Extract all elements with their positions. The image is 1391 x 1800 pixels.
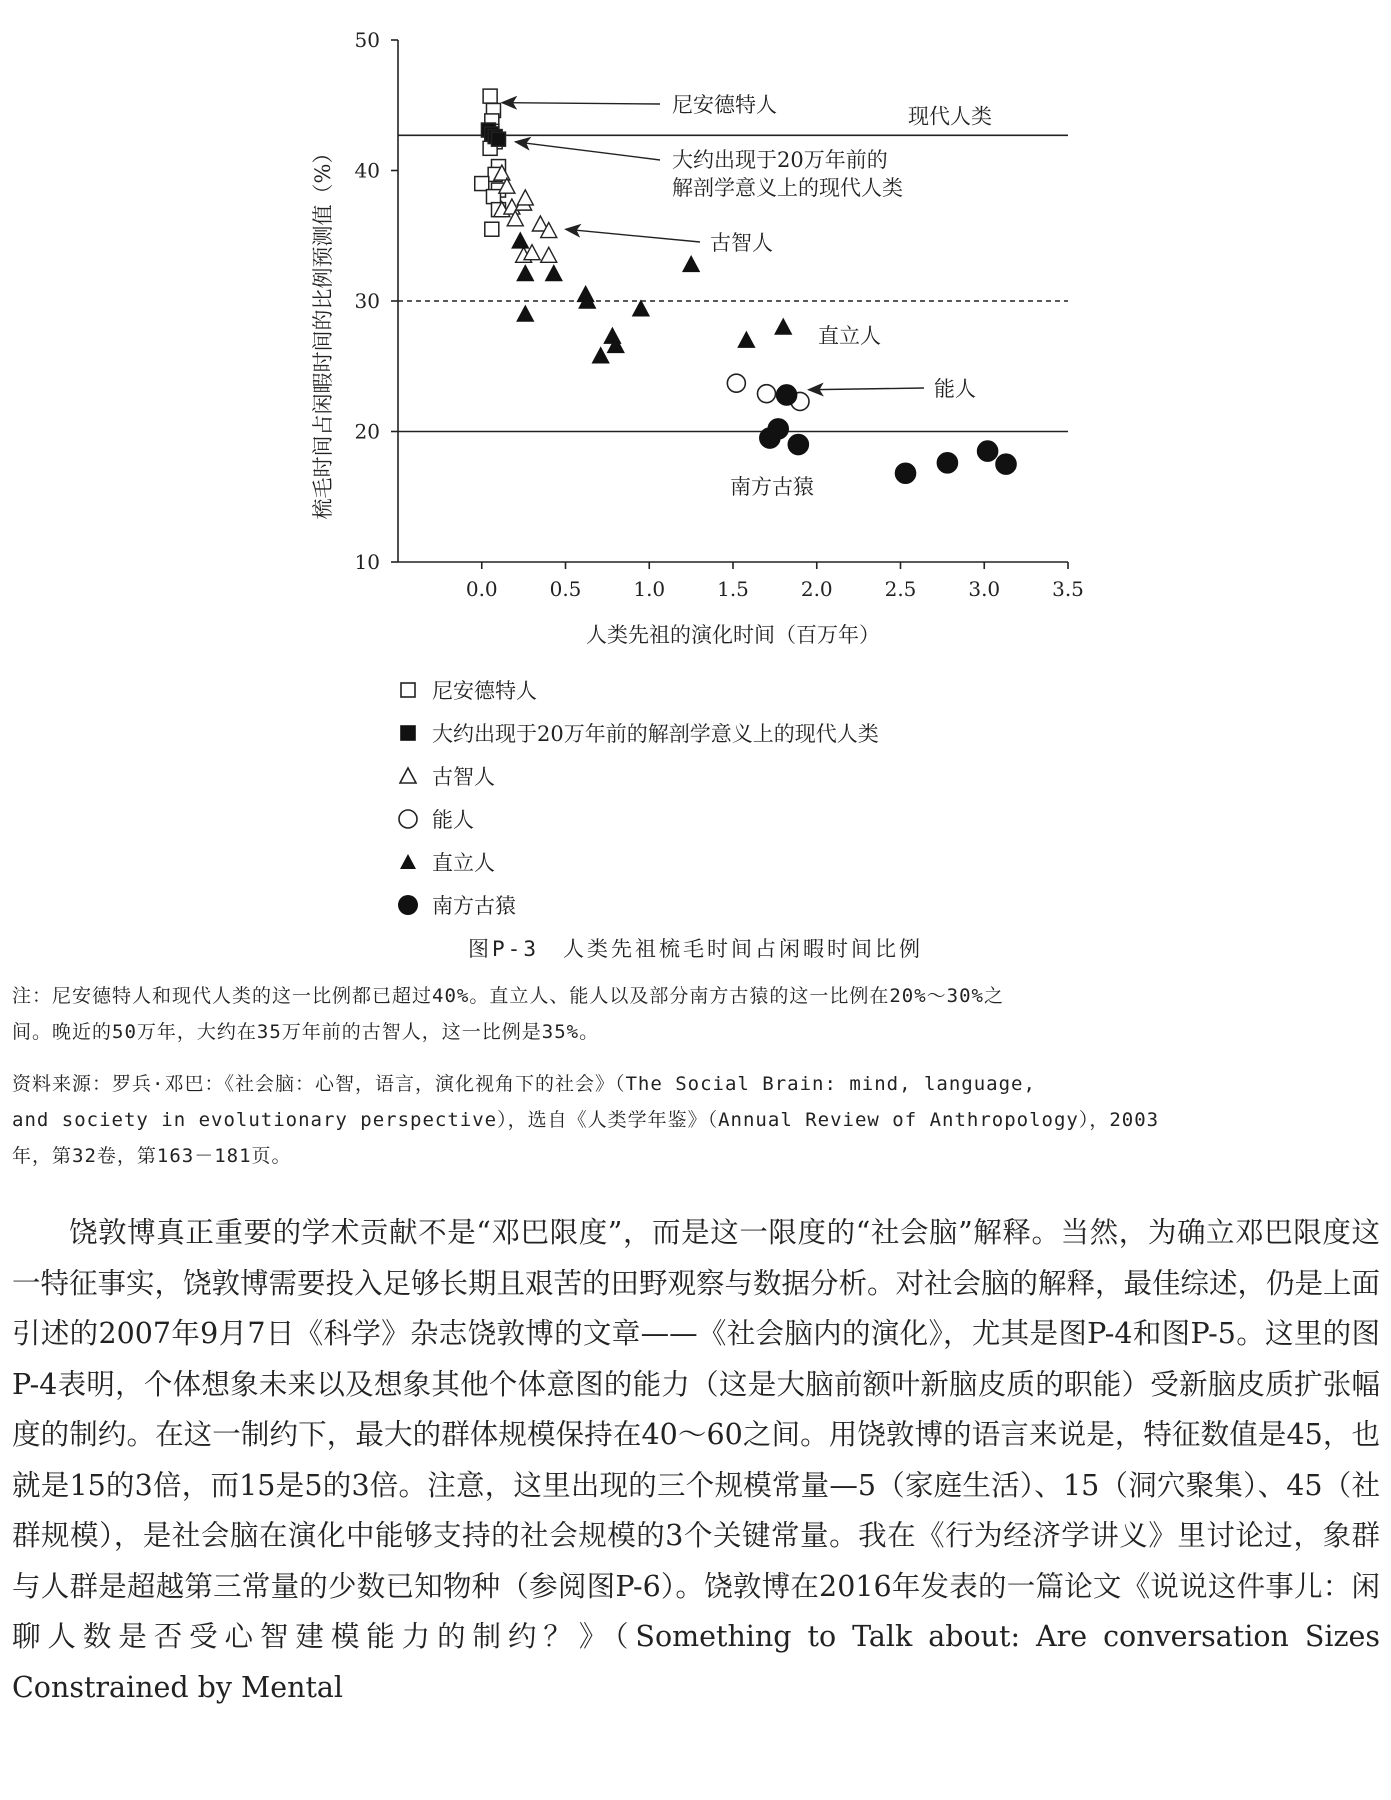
legend-label: 直立人 [432, 850, 495, 875]
body-paragraph: 饶敦博真正重要的学术贡献不是“邓巴限度”，而是这一限度的“社会脑”解释。当然，为确立邓巴限度这一特征事实，饶敦博需要投入足够长期且艰苦的田野观察与数据分析。对社会脑的解释，最佳综述，仍是上面引述的2007年9月7日《科学》杂志饶敦博的文章——《社会脑内的演化》，尤其是图P-4和图P-5。这里的图P-4表明，个体想象未来以及想象其他个体意图的能力（这是大脑前额叶新脑皮质的职能）受新脑皮质扩张幅度的制约。在这一制约下，最大的群体规模保持在40～60之间。用饶敦博的语言来说是，特征数值是45，也就是15的3倍，而15是5的3倍。注意，这里出现的三个规模常量—5（家庭生活）、15（洞穴聚集）、45（社群规模），是社会脑在演化中能够支持的社会规模的3个关键常量。我在《行为经济学讲义》里讨论过，象群与人群是超越第三常量的少数已知物种（参阅图P-6）。饶敦博在2016年发表的一篇论文《说说这件事儿：闲聊人数是否受心智建模能力的制约？》（Something to Talk about: Are conversation Sizes Constrained by Mental [12, 1216, 1381, 1704]
chart-legend [398, 668, 879, 926]
annotation-label: 南方古猿 [730, 475, 814, 499]
data-point [483, 89, 497, 103]
legend-label: 南方古猿 [432, 893, 516, 918]
note-line: 注：尼安德特人和现代人类的这一比例都已超过40%。直立人、能人以及部分南方古猿的这一比例在20%～30%之 [12, 985, 1004, 1007]
annotation-arrow [515, 142, 660, 160]
reference-line-label: 现代人类 [908, 104, 992, 129]
legend-item-modern-human [398, 711, 879, 754]
data-point [486, 190, 500, 204]
circle-filled-icon [398, 894, 432, 916]
y-tick-label: 30 [354, 289, 380, 313]
legend-item-homo-habilis [398, 797, 879, 840]
data-point [683, 256, 699, 271]
x-tick-label: 2.0 [800, 577, 833, 601]
data-point [996, 454, 1016, 474]
x-tick-label: 3.5 [1052, 577, 1084, 601]
legend-item-homo-erectus [398, 840, 879, 883]
figure-note [12, 978, 1380, 1050]
annotation-label: 解剖学意义上的现代人类 [672, 176, 903, 200]
annotation-arrow [808, 388, 924, 390]
source-line: 年，第32卷，第163－181页。 [12, 1145, 292, 1167]
data-point [777, 385, 797, 405]
x-tick-label: 0.5 [549, 577, 582, 601]
data-point [775, 319, 791, 334]
x-tick-label: 1.5 [717, 577, 749, 601]
data-point [758, 385, 776, 403]
annotation-arrow [502, 103, 660, 104]
data-point [896, 463, 916, 483]
x-tick-label: 2.5 [884, 577, 917, 601]
annotation-label: 直立人 [818, 324, 881, 348]
legend-label: 能人 [432, 807, 474, 832]
data-point [546, 266, 562, 281]
annotation-label: 能人 [934, 377, 976, 401]
data-point [541, 247, 557, 262]
legend-item-neanderthal [398, 668, 879, 711]
triangle-open-icon [398, 765, 432, 787]
figure-caption: 图P-3 人类先祖梳毛时间占闲暇时间比例 [468, 937, 923, 961]
data-point [788, 435, 808, 455]
data-point [978, 441, 998, 461]
note-line: 间。晚近的50万年，大约在35万年前的古智人，这一比例是35%。 [12, 1021, 600, 1043]
data-point [492, 132, 506, 146]
annotation-arrow [566, 229, 701, 242]
annotation-label: 尼安德特人 [672, 93, 777, 117]
y-axis-label: 梳毛时间占闲暇时间的比例预测值（%） [311, 142, 335, 520]
legend-label: 尼安德特人 [432, 678, 537, 703]
data-point [937, 453, 957, 473]
legend-item-archaic-sapiens [398, 754, 879, 797]
triangle-filled-icon [398, 851, 432, 873]
square-open-icon [398, 679, 432, 701]
y-tick-label: 40 [354, 158, 380, 183]
source-line: 资料来源：罗兵·邓巴：《社会脑：心智，语言，演化视角下的社会》（The Social Brain: mind, language, [12, 1073, 1036, 1095]
legend-label: 古智人 [432, 764, 495, 789]
data-point [517, 190, 533, 205]
data-point [593, 348, 609, 363]
data-point [512, 233, 528, 248]
data-point [517, 306, 533, 321]
x-tick-label: 3.0 [968, 577, 1001, 601]
data-point [768, 419, 788, 439]
data-point [517, 266, 533, 281]
data-point [727, 374, 745, 392]
x-tick-label: 0.0 [465, 577, 498, 601]
y-tick-label: 20 [354, 419, 380, 444]
data-point [738, 332, 754, 347]
annotation-label: 大约出现于20万年前的 [672, 148, 888, 172]
data-point [633, 301, 649, 316]
y-tick-label: 50 [354, 28, 380, 52]
source-line: and society in evolutionary perspective），选自《人类学年鉴》（Annual Review of Anthropology），2003 [12, 1109, 1160, 1131]
body-text [12, 1208, 1380, 1713]
figure-source [12, 1066, 1380, 1174]
data-point [475, 177, 489, 191]
legend-label: 大约出现于20万年前的解剖学意义上的现代人类 [432, 721, 879, 746]
x-tick-label: 1.0 [633, 577, 666, 601]
data-point [485, 222, 499, 236]
x-axis-label: 人类先祖的演化时间（百万年） [586, 623, 880, 647]
circle-open-icon [398, 808, 432, 830]
square-filled-icon [398, 722, 432, 744]
y-tick-label: 10 [354, 550, 380, 574]
annotation-label: 古智人 [710, 231, 773, 255]
legend-item-australopithecus [398, 883, 879, 926]
